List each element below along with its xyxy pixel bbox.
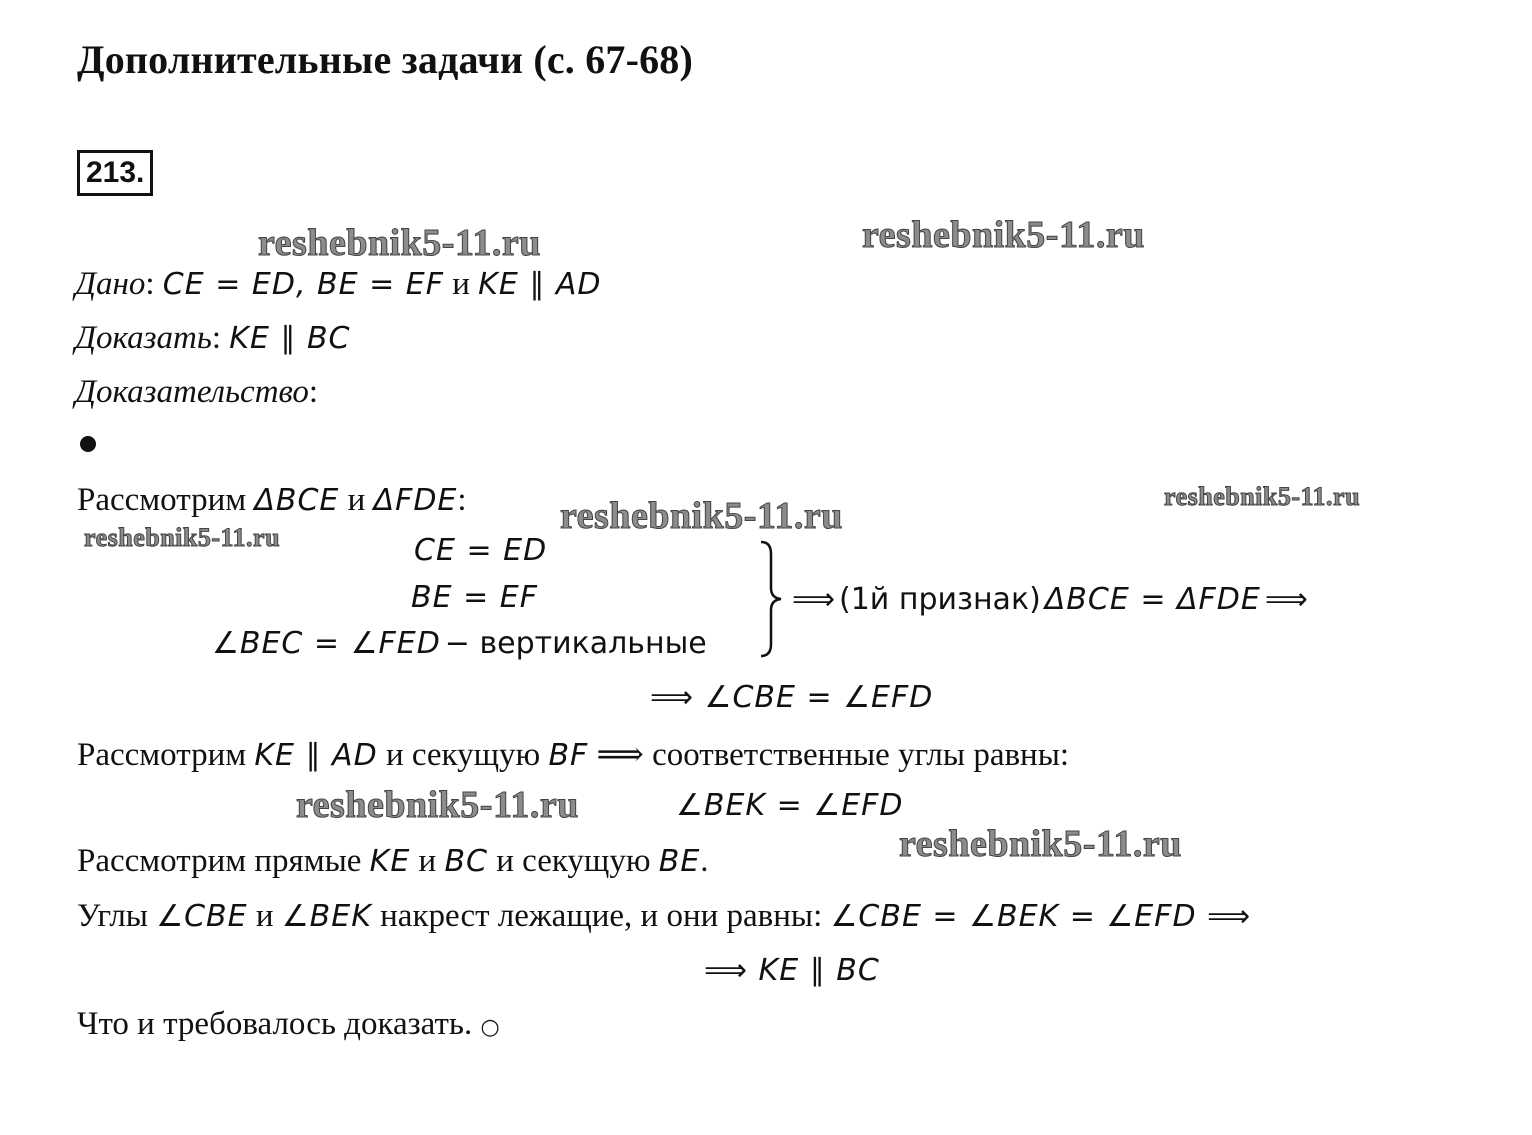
consider-triangles-line <box>77 482 467 519</box>
prove-math: KE ∥ BC <box>229 321 351 356</box>
watermark: reshebnik5-11.ru <box>1164 482 1361 511</box>
angle-cbe: ∠CBE <box>156 899 248 934</box>
alternate-angles-line <box>77 898 1251 935</box>
triangle-bce: ΔBCE <box>254 483 340 518</box>
triangles-equal: ΔBCE = ΔFDE <box>1044 582 1261 617</box>
angles-text: Углы <box>77 898 148 934</box>
consequence-angles: ⟹ ∠CBE = ∠EFD <box>650 680 934 715</box>
angle-bek: ∠BEK <box>281 899 372 934</box>
watermark: reshebnik5-11.ru <box>899 823 1182 865</box>
triangle-fde: ΔFDE <box>373 483 458 518</box>
consider2-mid: и секущую <box>385 737 541 773</box>
problem-number: 213. <box>77 150 153 196</box>
consider-parallels-line <box>77 734 1069 774</box>
consider-and: и <box>347 482 366 518</box>
consider2-end: ⟹ соответственные углы равны: <box>596 737 1070 773</box>
vertical-angles-note: − вертикальные <box>444 626 707 661</box>
page-title: Дополнительные задачи (с. 67-68) <box>77 37 694 82</box>
watermark: reshebnik5-11.ru <box>862 214 1145 256</box>
given-math-1: CE = ED, BE = EF <box>162 267 444 302</box>
implies-symbol: ⟹ <box>792 582 836 617</box>
angles-mid: накрест лежащие, и они равны: <box>380 898 823 934</box>
angles-and: и <box>255 898 274 934</box>
transversal-be: BE <box>658 844 701 879</box>
consider3-mid: и секущую <box>496 843 651 879</box>
proof-line <box>75 374 318 411</box>
consider3-dot: . <box>700 843 709 879</box>
right-brace-icon <box>757 540 785 658</box>
prove-colon: : <box>211 320 222 356</box>
implies-symbol-end: ⟹ <box>1264 582 1308 617</box>
watermark: reshebnik5-11.ru <box>296 784 579 826</box>
system-conclusion <box>792 582 1308 617</box>
bullet-icon <box>80 436 96 452</box>
consider3-text: Рассмотрим прямые <box>77 843 362 879</box>
watermark: reshebnik5-11.ru <box>84 523 281 552</box>
prove-label: Доказать <box>75 320 212 356</box>
corresponding-angles-equality: ∠BEK = ∠EFD <box>676 788 904 823</box>
consider2-text: Рассмотрим <box>77 737 247 773</box>
angle-equality: ∠BEC = ∠FED <box>212 626 441 661</box>
criterion-note: (1й признак) <box>839 582 1041 617</box>
system-row-2: BE = EF <box>411 580 538 615</box>
given-and: и <box>452 266 470 302</box>
consider-lines-line <box>77 843 709 880</box>
line-ke: KE <box>369 844 411 879</box>
qed-text: Что и требовалось доказать. <box>77 1006 473 1042</box>
consider-text: Рассмотрим <box>77 482 247 518</box>
given-math-2: KE ∥ AD <box>478 267 602 302</box>
watermark: reshebnik5-11.ru <box>258 222 541 264</box>
qed-circle-icon: ○ <box>480 1015 500 1040</box>
system-row-3 <box>212 626 707 661</box>
given-colon: : <box>145 266 155 302</box>
parallel-ke-ad: KE ∥ AD <box>254 738 378 773</box>
system-row-1: CE = ED <box>414 533 548 568</box>
given-label: Дано <box>75 266 146 302</box>
conclusion: ⟹ KE ∥ BC <box>704 953 880 988</box>
given-line <box>75 266 602 303</box>
proof-colon: : <box>308 374 319 410</box>
consider3-and: и <box>418 843 437 879</box>
line-bc: BC <box>444 844 488 879</box>
watermark: reshebnik5-11.ru <box>560 495 843 537</box>
qed-line <box>77 1006 500 1043</box>
proof-label: Доказательство <box>75 374 309 410</box>
angles-chain: ∠CBE = ∠BEK = ∠EFD ⟹ <box>830 899 1252 934</box>
prove-line <box>75 320 351 357</box>
consider-colon: : <box>457 482 467 518</box>
transversal-bf: BF <box>548 738 589 773</box>
